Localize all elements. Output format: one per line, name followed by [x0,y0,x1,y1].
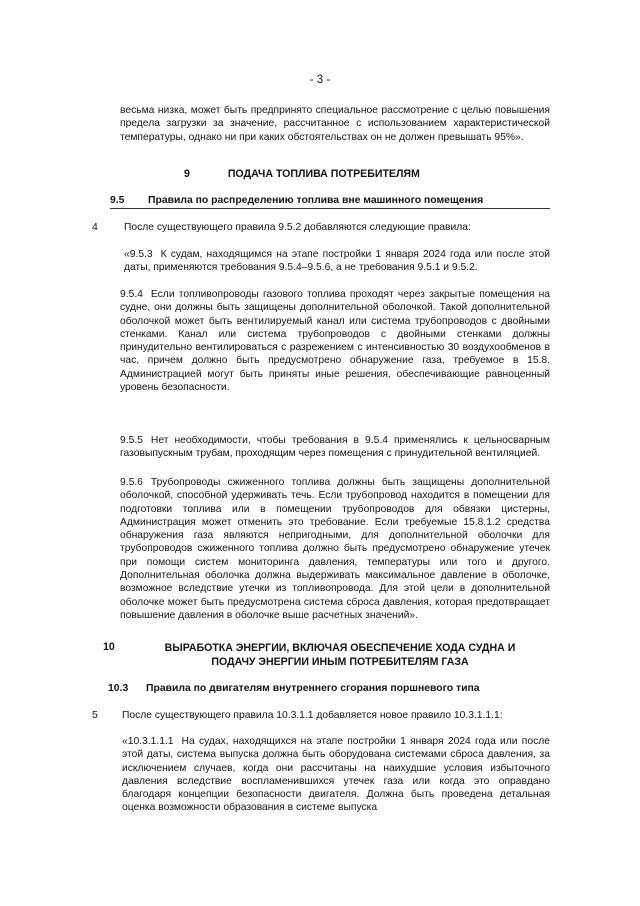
section-9-5-heading [110,194,483,208]
rule-9-5-3 [124,248,550,275]
rule-9-5-5-number: 9.5.5 [120,435,143,446]
rule-10-3-1-1-1-text: На судах, находящихся на этапе постройки 1 января 2024 года или после этой даты, система выпуска должна быть оборудована системами сброса давления, за исключением случаев, когда они рассчитаны на наихудшие условия избыточного давления вследствие воспламенившихся утечек газа или когда это оправдано благодаря концепции безопасности двигателя. Должна быть проведена детальная оценка возможности образования в системе выпуска [122,736,550,814]
chapter-10-title [130,641,550,669]
rule-9-5-4 [120,288,550,394]
rule-9-5-6-text: Трубопроводы сжиженного топлива должны быть защищены дополнительной оболочкой, способной удерживать течь. Если трубопровод находится в помещении для подготовки топлива или в помещении трубопроводов для обвязки цистерны, Администрация может отменить это требование. Если требуемые 15.8.1.2 средства обнаружения газа являются непригодными, для дополнительной оболочки для трубопроводов сжиженного топлива должно быть предусмотрено обнаружение утечек при помощи систем мониторинга давления, температуры или того и другого. Дополнительная оболочка должна выдерживать максимальное давление в оболочке, возможное вследствие утечки из топливопровода. Для этой цели в дополнительной оболочке может быть предусмотрена система сброса давления, которая предотвращает повышение давления в оболочке выше расчетных значений». [120,477,550,621]
page-number: - 3 - [309,74,331,86]
margin-number-5: 5 [92,709,98,721]
rule-9-5-3-text: К судам, находящимся на этапе постройки 1 января 2024 года или после этой даты, применяются требования 9.5.4–9.5.6, а не требования 9.5.1 и 9.5.2. [124,249,550,274]
section-9-5-title: Правила по распределению топлива вне машинного помещения [148,195,484,206]
rule-9-5-4-number: 9.5.4 [120,289,143,300]
rule-9-5-4-text: Если топливопроводы газового топлива проходят через закрытые помещения на судне, они должны быть защищены дополнительной оболочкой. Такой дополнительной оболочкой может быть вентилируемый канал или система трубопроводов с двойными стенками. Канал или система трубопроводов с двойными стенками должны принудительно вентилироваться с разрежением с интенсивностью 30 воздухообменов в час, причем должно быть предусмотрено обнаружение газа, требуемое в 15.8. Администрацией могут быть приняты иные решения, обеспечивающие равноценный уровень безопасности. [120,289,550,394]
rule-10-3-1-1-1 [122,735,550,815]
section-10-3-title: Правила по двигателям внутреннего сгорания поршневого типа [146,683,480,694]
rule-9-5-3-number: «9.5.3 [124,249,153,260]
chapter-10-title-line1: ВЫРАБОТКА ЭНЕРГИИ, ВКЛЮЧАЯ ОБЕСПЕЧЕНИЕ ХОДА СУДНА И [164,642,516,654]
section-underline [110,208,550,209]
section-9-5-number: 9.5 [110,195,125,206]
rule-9-5-6-number: 9.5.6 [120,477,143,488]
chapter-9-number: 9 [184,168,190,180]
chapter-9-heading [184,168,420,182]
rule-9-5-6 [120,476,550,622]
margin-number-4: 4 [92,221,98,233]
section-10-3-number: 10.3 [108,683,129,694]
chapter-10-number: 10 [103,641,115,653]
intro-paragraph: весьма низка, может быть предпринято специальное рассмотрение с целью повышения предела загрузки за значение, рассчитанное с использованием характеристической температуры, однако ни при каких обстоятельствах он не должен превышать 95%». [120,105,550,143]
rule-9-5-5-text: Нет необходимости, чтобы требования в 9.5.4 применялись к цельносварным газовыпускным трубам, проходящим через помещения с принудительной вентиляцией. [120,435,550,460]
rule-10-3-1-1-1-number: «10.3.1.1.1 [122,736,174,747]
item-4-text: После существующего правила 9.5.2 добавляются следующие правила: [124,222,471,233]
chapter-10-title-line2: ПОДАЧУ ЭНЕРГИИ ИНЫМ ПОТРЕБИТЕЛЯМ ГАЗА [211,656,469,668]
rule-9-5-5 [120,434,550,461]
item-5-text: После существующего правила 10.3.1.1 добавляется новое правило 10.3.1.1.1: [122,710,503,721]
section-10-3-heading [108,682,480,696]
chapter-9-title: ПОДАЧА ТОПЛИВА ПОТРЕБИТЕЛЯМ [227,168,420,180]
